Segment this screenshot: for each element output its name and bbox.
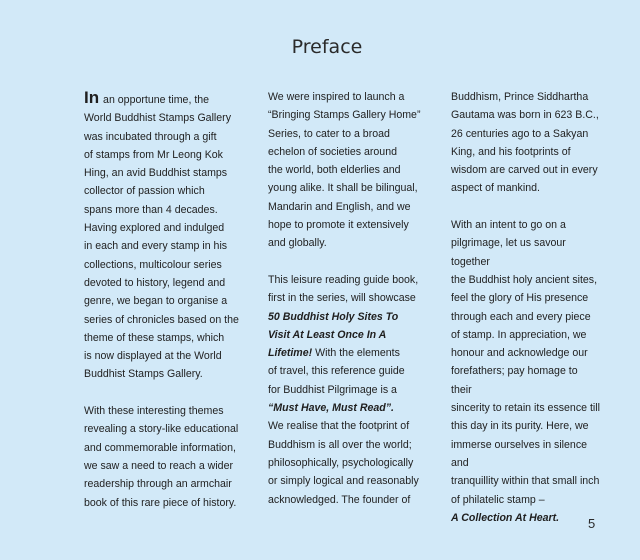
text-line: young alike. It shall be bilingual, — [268, 182, 418, 195]
text-line: King, and his footprints of — [451, 145, 571, 158]
preface-column-2 — [268, 88, 430, 509]
paragraph-4 — [268, 271, 430, 509]
text-line: honour and acknowledge our — [451, 347, 588, 360]
book-title-emphasis: Visit At Least Once In A — [268, 328, 387, 341]
text-line: forefathers; pay homage to their — [451, 365, 578, 396]
paragraph-6 — [451, 216, 601, 527]
text-line: hope to promote it extensively — [268, 219, 409, 232]
text-line: first in the series, will showcase — [268, 292, 416, 305]
text-line: revealing a story-like educational — [84, 423, 239, 436]
text-line: readership through an armchair — [84, 478, 232, 491]
text-line: 26 centuries ago to a Sakyan — [451, 127, 589, 140]
preface-column-3 — [451, 88, 601, 527]
text-line: We realise that the footprint of — [268, 420, 410, 433]
text-line: was incubated through a gift — [84, 130, 217, 143]
text-line: Series, to cater to a broad — [268, 127, 390, 140]
text-line: is now displayed at the World — [84, 350, 222, 363]
text-line: or simply logical and reasonably — [268, 475, 419, 488]
text-line: we saw a need to reach a wider — [84, 459, 233, 472]
closing-emphasis: A Collection At Heart. — [451, 511, 560, 524]
text-line: acknowledged. The founder of — [268, 493, 411, 506]
text-line: devoted to history, legend and — [84, 276, 226, 289]
page-number: 5 — [588, 516, 596, 531]
paragraph-1 — [84, 88, 252, 384]
text-line: We were inspired to launch a — [268, 91, 405, 103]
preface-column-1 — [84, 88, 252, 512]
paragraph-5 — [451, 88, 601, 198]
text-line: wisdom are carved out in every — [451, 164, 598, 177]
text-line: philosophically, psychologically — [268, 456, 414, 469]
text-line: for Buddhist Pilgrimage is a — [268, 383, 397, 396]
text-line: of stamp. In appreciation, we — [451, 328, 587, 341]
text-line: genre, we began to organise a — [84, 295, 228, 308]
text-line: Buddhism, Prince Siddhartha — [451, 91, 589, 103]
text-line: immerse ourselves in silence and — [451, 438, 588, 469]
text-line: With an intent to go on a — [451, 219, 566, 232]
drop-cap: In — [84, 88, 100, 107]
book-title-emphasis: 50 Buddhist Holy Sites To — [268, 310, 399, 323]
text-line: and commemorable information, — [84, 441, 236, 454]
text-line: collector of passion which — [84, 185, 205, 198]
text-line: Having explored and indulged — [84, 222, 225, 235]
text-line: With the elements — [312, 347, 400, 360]
must-read-emphasis: “Must Have, Must Read”. — [268, 402, 394, 415]
text-line: and globally. — [268, 237, 327, 250]
text-line: collections, multicolour series — [84, 258, 222, 271]
text-line: book of this rare piece of history. — [84, 496, 237, 509]
paragraph-3 — [268, 88, 430, 253]
text-line: Buddhism is all over the world; — [268, 438, 412, 451]
text-line: of stamps from Mr Leong Kok — [84, 148, 223, 161]
text-line: of travel, this reference guide — [268, 365, 405, 378]
text-line: an opportune time, the — [100, 94, 210, 106]
text-line: Buddhist Stamps Gallery. — [84, 368, 203, 381]
text-line: This leisure reading guide book, — [268, 273, 419, 286]
text-line: series of chronicles based on the — [84, 313, 239, 326]
text-line: feel the glory of His presence — [451, 292, 589, 305]
text-line: the world, both elderlies and — [268, 164, 401, 177]
text-line: in each and every stamp in his — [84, 240, 228, 253]
text-line: through each and every piece — [451, 310, 591, 323]
page-title: Preface — [291, 36, 363, 58]
text-line: of philatelic stamp – — [451, 493, 545, 506]
paragraph-2 — [84, 402, 252, 512]
book-title-emphasis: Lifetime! — [268, 347, 313, 360]
text-line: pilgrimage, let us savour together — [451, 237, 566, 268]
text-line: World Buddhist Stamps Gallery — [84, 112, 231, 125]
text-line: tranquillity within that small inch — [451, 475, 600, 488]
text-line: echelon of societies around — [268, 145, 397, 158]
text-line: this day in its purity. Here, we — [451, 420, 589, 433]
text-line: With these interesting themes — [84, 405, 224, 418]
text-line: Gautama was born in 623 B.C., — [451, 109, 599, 122]
text-line: Mandarin and English, and we — [268, 200, 411, 213]
text-line: “Bringing Stamps Gallery Home” — [268, 109, 421, 122]
text-line: spans more than 4 decades. — [84, 203, 218, 216]
text-line: aspect of mankind. — [451, 182, 540, 195]
text-line: Hing, an avid Buddhist stamps — [84, 167, 228, 180]
text-line: sincerity to retain its essence till — [451, 402, 600, 415]
text-line: theme of these stamps, which — [84, 331, 225, 344]
text-line: the Buddhist holy ancient sites, — [451, 273, 598, 286]
